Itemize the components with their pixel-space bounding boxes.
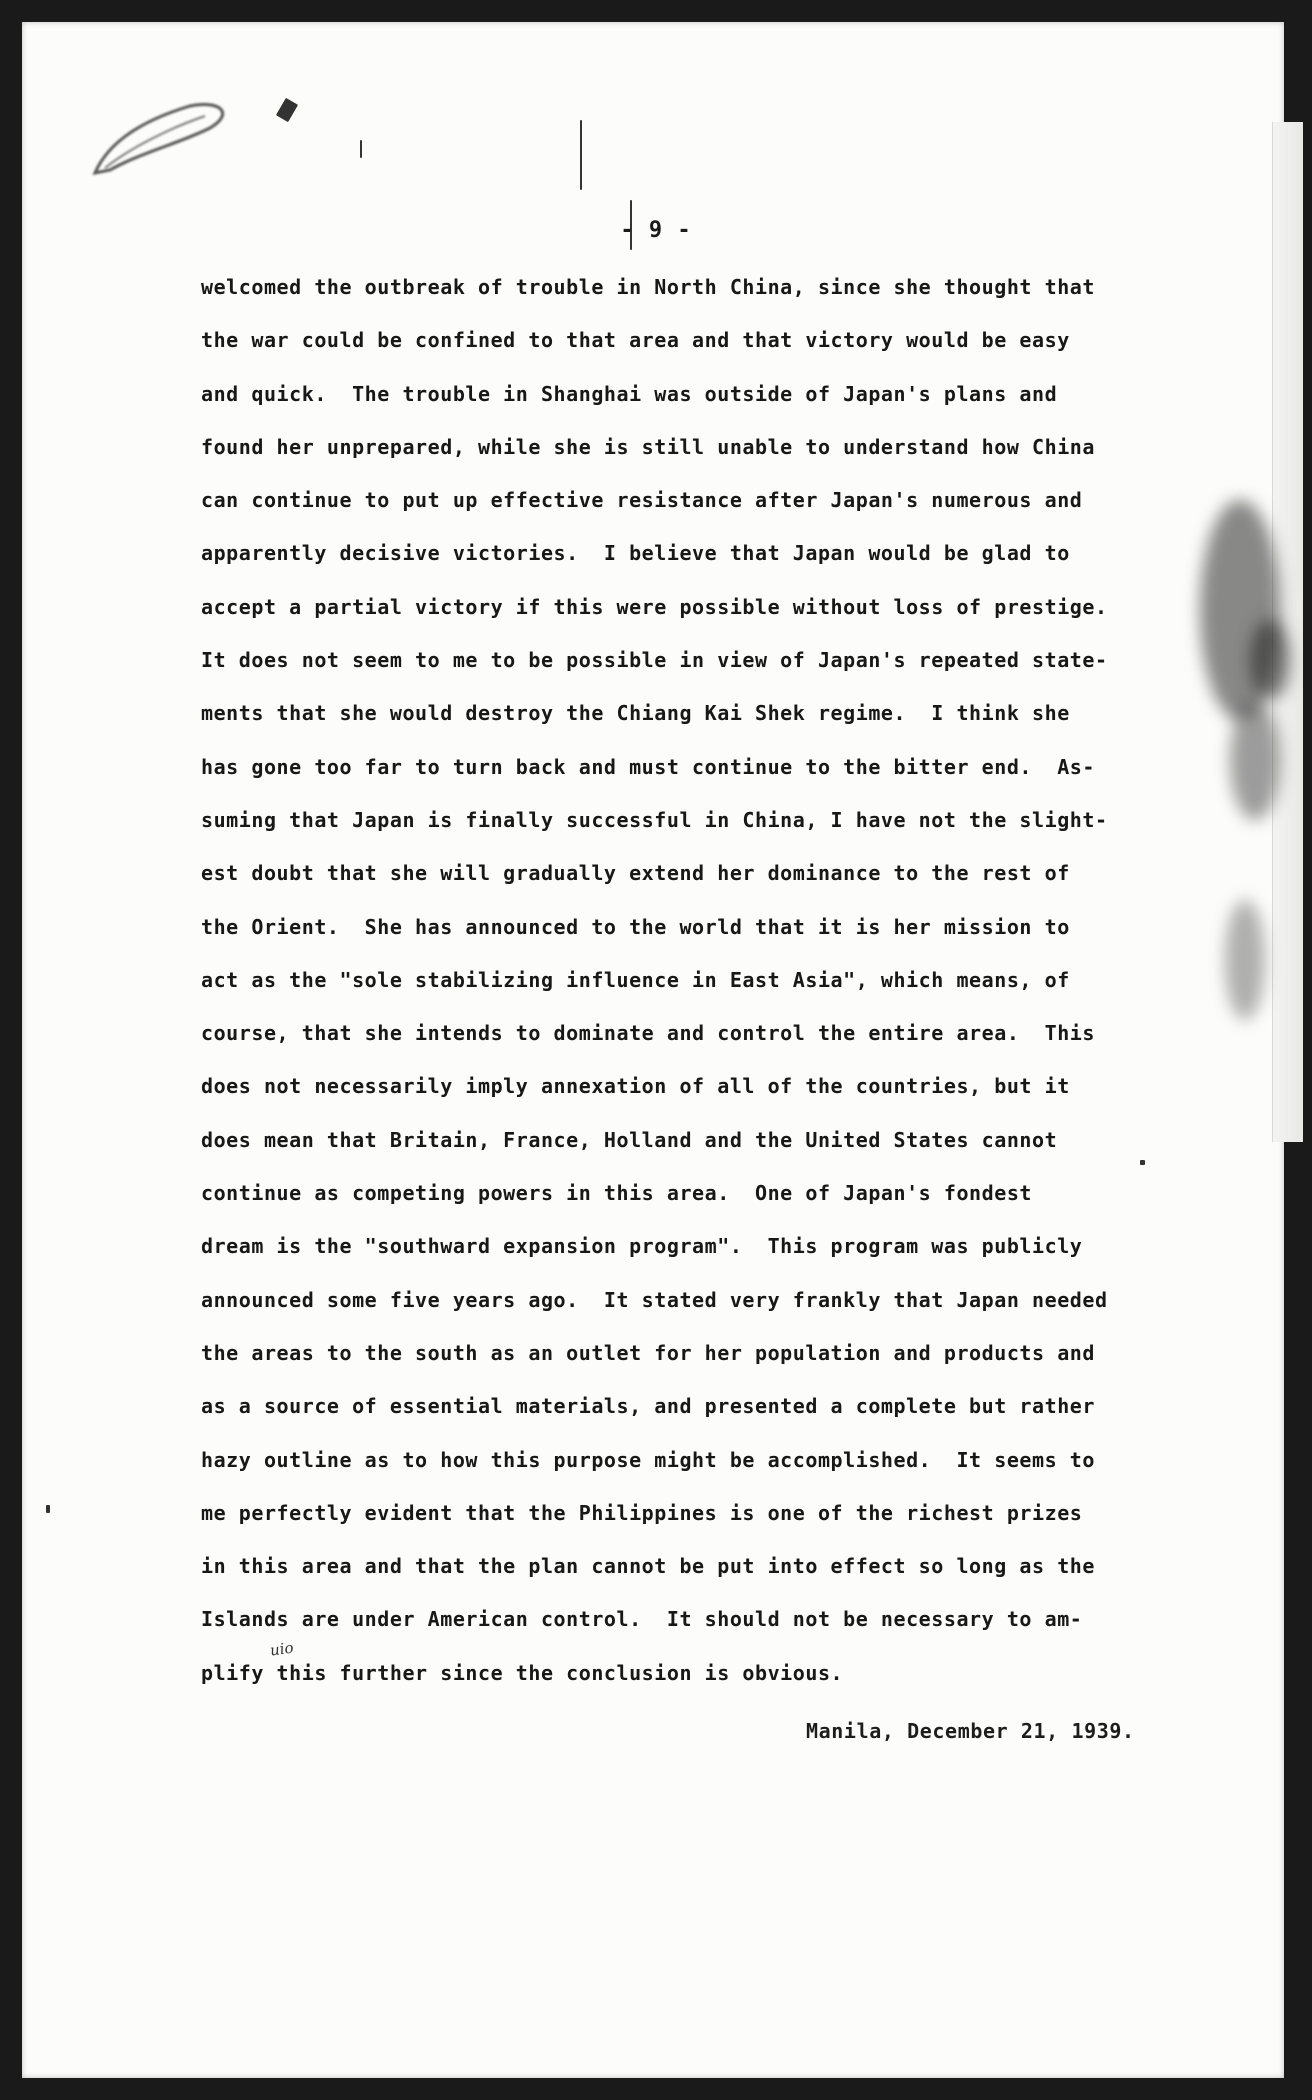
text-line: has gone too far to turn back and must continue to the bitter end. As-	[201, 754, 1095, 779]
place-and-date: Manila, December 21, 1939.	[806, 1719, 1135, 1743]
text-line: and quick. The trouble in Shanghai was outside of Japan's plans and	[201, 381, 1058, 406]
text-line: suming that Japan is finally successful in China, I have not the slight-	[201, 807, 1108, 832]
paper-tear-mark	[90, 98, 240, 178]
text-line: act as the "sole stabilizing influence in East Asia", which means, of	[201, 967, 1070, 992]
text-line: est doubt that she will gradually extend her dominance to the rest of	[201, 861, 1070, 886]
paper-speck	[580, 120, 582, 190]
text-line: found her unprepared, while she is still unable to understand how China	[201, 434, 1095, 459]
text-line: ments that she would destroy the Chiang Kai Shek regime. I think she	[201, 701, 1070, 726]
text-line: welcomed the outbreak of trouble in North China, since she thought that	[201, 275, 1095, 299]
text-line: accept a partial victory if this were possible without loss of prestige.	[201, 594, 1108, 619]
text-line: in this area and that the plan cannot be put into effect so long as the	[201, 1554, 1095, 1579]
handwritten-correction: uio	[268, 1638, 295, 1660]
text-line: It does not seem to me to be possible in view of Japan's repeated state-	[201, 648, 1108, 673]
text-line: Islands are under American control. It should not be necessary to am-	[201, 1607, 1083, 1632]
text-line: dream is the "southward expansion program". This program was publicly	[201, 1234, 1083, 1259]
text-line: does not necessarily imply annexation of all of the countries, but it	[201, 1074, 1070, 1099]
text-line: does mean that Britain, France, Holland and the United States cannot	[201, 1127, 1058, 1152]
ink-smudge	[1250, 620, 1290, 700]
ink-smudge	[1230, 700, 1280, 820]
page-number: - 9 -	[620, 218, 692, 243]
text-line: as a source of essential materials, and presented a complete but rather	[201, 1394, 1095, 1419]
text-line: the Orient. She has announced to the world that it is her mission to	[201, 914, 1070, 939]
text-line: the war could be confined to that area and that victory would be easy	[201, 328, 1070, 353]
letter-body	[201, 270, 1161, 1709]
text-line: announced some five years ago. It stated very frankly that Japan needed	[201, 1287, 1108, 1312]
text-line: continue as competing powers in this area. One of Japan's fondest	[201, 1181, 1033, 1206]
text-line: plify this further since the conclusion is obvious.	[201, 1660, 844, 1685]
text-line: hazy outline as to how this purpose might be accomplished. It seems to	[201, 1447, 1095, 1472]
paper-speck	[46, 1505, 50, 1513]
text-line: can continue to put up effective resistance after Japan's numerous and	[201, 488, 1083, 513]
text-line: course, that she intends to dominate and control the entire area. This	[201, 1021, 1095, 1046]
text-line: me perfectly evident that the Philippines is one of the richest prizes	[201, 1500, 1083, 1525]
ink-smudge	[1225, 900, 1265, 1020]
text-line: the areas to the south as an outlet for her population and products and	[201, 1340, 1095, 1365]
paper-speck	[360, 140, 362, 158]
text-line: apparently decisive victories. I believe that Japan would be glad to	[201, 541, 1070, 566]
